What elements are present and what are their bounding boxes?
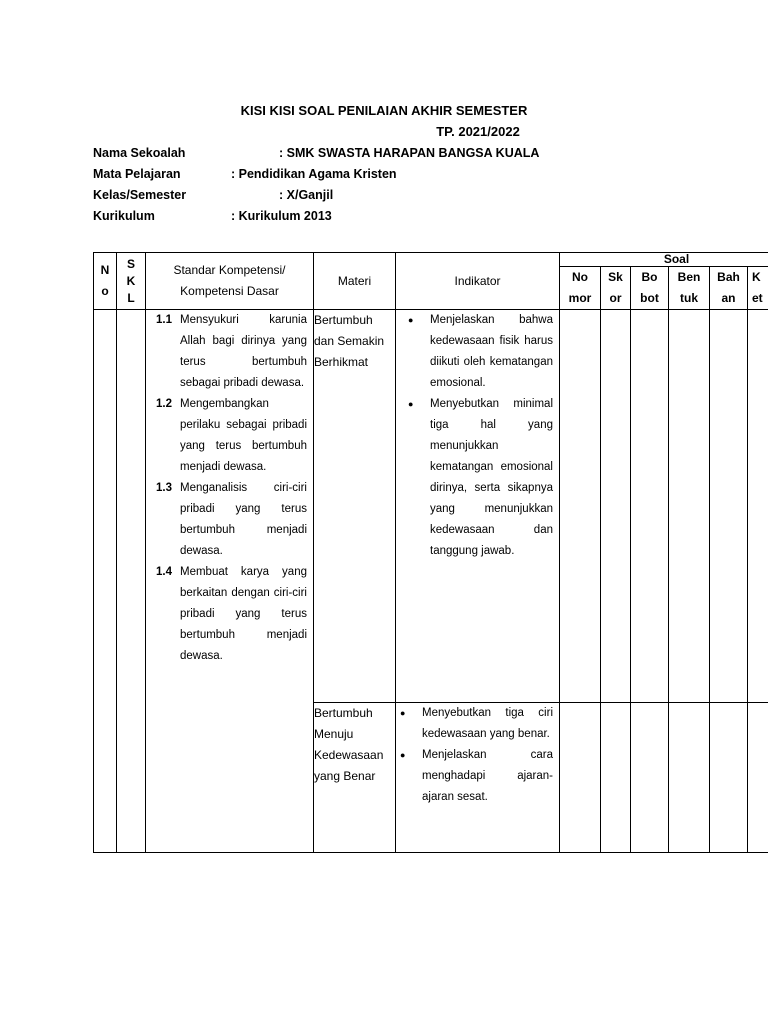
cell-no [94, 310, 117, 853]
cell-bobot [631, 703, 669, 853]
cell-bentuk [669, 310, 710, 703]
cell-bahan [710, 310, 748, 703]
info-label: Kelas/Semester [93, 188, 187, 202]
info-label: Nama Sekoalah [93, 146, 186, 160]
header-bobot: Bo bot [631, 267, 669, 310]
table-row [94, 310, 768, 703]
cell-indikator [396, 310, 560, 703]
header-indikator: Indikator [396, 253, 560, 310]
header-bahan: Bah an [710, 267, 748, 310]
header-soal: Soal [560, 253, 768, 267]
cell-bobot [631, 310, 669, 703]
info-value: : X/Ganjil [279, 188, 334, 202]
info-value: : SMK SWASTA HARAPAN BANGSA KUALA [279, 146, 540, 160]
document-year: TP. 2021/2022 [436, 124, 520, 139]
kd-item: 1.3 Menganalisis ciri-ciri pribadi yang terus bertumbuh menjadi dewasa. [156, 482, 307, 557]
header-skl: S K L [117, 253, 146, 310]
header-nomor: No mor [560, 267, 601, 310]
cell-materi: Bertumbuh dan Semakin Berhikmat [314, 310, 396, 703]
indikator-item: ● Menyebutkan tiga ciri kedewasaan yang benar. [396, 703, 559, 745]
cell-skor [601, 310, 631, 703]
kd-item: 1.2 Mengembangkan perilaku sebagai pribadi yang terus bertumbuh menjadi dewasa. [156, 398, 307, 473]
cell-materi: Bertumbuh Menuju Kedewasaan yang Benar [314, 703, 396, 853]
header-bentuk: Ben tuk [669, 267, 710, 310]
header-kompetensi: Standar Kompetensi/ Kompetensi Dasar [146, 253, 314, 310]
kisi-table [93, 252, 768, 853]
info-label: Kurikulum [93, 209, 155, 223]
kd-item: 1.1 Mensyukuri karunia Allah bagi dirinya yang terus bertumbuh sebagai pribadi dewasa. [156, 314, 307, 389]
cell-nomor [560, 310, 601, 703]
indikator-item: ● Menyebutkan minimal tiga hal yang menunjukkan kematangan emosional dirinya, serta sikapnya yang menunjukkan kedewasaan dan tanggung jawab. [396, 394, 559, 562]
header-no: N o [94, 253, 117, 310]
header-skor: Sk or [601, 267, 631, 310]
document-title: KISI KISI SOAL PENILAIAN AKHIR SEMESTER [240, 103, 528, 118]
info-value: : Pendidikan Agama Kristen [231, 167, 397, 181]
header-materi: Materi [314, 253, 396, 310]
indikator-item: ● Menjelaskan cara menghadapi ajaran-ajaran sesat. [396, 745, 559, 808]
indikator-item: ● Menjelaskan bahwa kedewasaan fisik harus diikuti oleh kematangan emosional. [396, 310, 559, 394]
cell-indikator [396, 703, 560, 853]
header-ket: K et [748, 267, 768, 310]
cell-skor [601, 703, 631, 853]
cell-bentuk [669, 703, 710, 853]
cell-ket [748, 310, 768, 703]
cell-ket [748, 703, 768, 853]
cell-bahan [710, 703, 748, 853]
info-value: : Kurikulum 2013 [231, 209, 332, 223]
cell-nomor [560, 703, 601, 853]
cell-skl [117, 310, 146, 853]
cell-kompetensi [146, 310, 314, 853]
info-label: Mata Pelajaran [93, 167, 181, 181]
kd-item: 1.4 Membuat karya yang berkaitan dengan ciri-ciri pribadi yang terus bertumbuh menjadi dewasa. [156, 566, 307, 662]
